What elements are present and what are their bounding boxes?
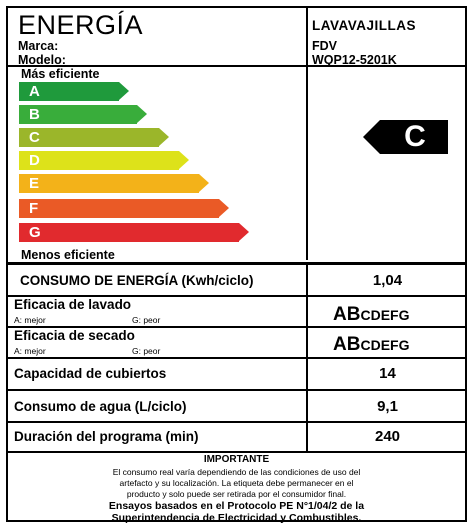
class-bar-a: [19, 82, 119, 101]
program-duration-value: 240: [374, 428, 401, 445]
class-bar-e: [19, 174, 199, 193]
row-separator: [8, 421, 465, 423]
class-bar-g: [19, 223, 239, 242]
notice-line-5: Superintendencia de Electricidad y Combustibles.: [111, 512, 362, 524]
class-letter-e: E: [29, 175, 40, 192]
model-label: Modelo:: [18, 53, 66, 67]
class-letter-c: C: [29, 129, 40, 146]
rating-letter: C: [404, 120, 426, 153]
model-value: WQP12-5201K: [312, 53, 397, 67]
label-title: ENERGÍA: [18, 10, 144, 40]
class-bar-d: [19, 151, 179, 170]
notice-line-3: producto y solo puede ser retirada por el consumidor final.: [126, 489, 347, 499]
washing-scale-b: B: [346, 304, 361, 325]
energy-consumption-value: 1,04: [372, 272, 403, 289]
capacity-label: Capacidad de cubiertos: [14, 366, 167, 381]
brand-value: FDV: [312, 39, 337, 53]
capacity-value: 14: [379, 365, 396, 382]
rating-indicator: [363, 120, 448, 154]
drying-efficiency-label: Eficacia de secado: [14, 328, 135, 343]
class-letter-a: A: [29, 83, 40, 100]
notice-line-1: El consumo real varía dependiendo de las condiciones de uso del: [112, 467, 361, 477]
drying-worst-label: G: peor: [132, 346, 161, 356]
washing-efficiency-label: Eficacia de lavado: [14, 297, 132, 312]
drying-efficiency-value: [333, 334, 409, 356]
row-separator: [8, 389, 465, 391]
class-bar-f: [19, 199, 219, 218]
washing-efficiency-value: [333, 304, 409, 326]
class-letter-d: D: [29, 152, 40, 169]
row-separator: [8, 451, 465, 453]
washing-scale-a: A: [333, 304, 347, 325]
drying-scale-rest: CDEFG: [360, 337, 410, 353]
class-bar-c: [19, 128, 159, 147]
most-efficient-label: Más eficiente: [21, 67, 100, 81]
notice-line-2: artefacto y su localización. La etiqueta debe permanecer en el: [119, 478, 354, 488]
water-consumption-label: Consumo de agua (L/ciclo): [14, 399, 187, 414]
energy-label: [6, 6, 467, 522]
header-divider: [306, 8, 308, 260]
class-letter-g: G: [29, 224, 41, 241]
class-letter-f: F: [29, 200, 39, 217]
class-letter-b: B: [29, 106, 40, 123]
washing-best-label: A: mejor: [14, 315, 46, 325]
washing-worst-label: G: peor: [132, 315, 161, 325]
drying-scale-a: A: [333, 334, 347, 355]
notice-line-4: Ensayos basados en el Protocolo PE N°1/04/2 de la: [108, 500, 365, 512]
energy-consumption-label: CONSUMO DE ENERGÍA (Kwh/ciclo): [20, 273, 254, 288]
program-duration-label: Duración del programa (min): [14, 429, 199, 444]
least-efficient-label: Menos eficiente: [21, 248, 115, 262]
brand-label: Marca:: [18, 39, 59, 53]
scale-separator: [8, 262, 465, 265]
class-bar-b: [19, 105, 137, 124]
drying-scale-b: B: [346, 334, 361, 355]
drying-best-label: A: mejor: [14, 346, 46, 356]
water-consumption-value: 9,1: [377, 398, 398, 415]
row-separator: [8, 357, 465, 359]
product-type: LAVAVAJILLAS: [312, 18, 417, 33]
notice-title: IMPORTANTE: [203, 454, 270, 465]
washing-scale-rest: CDEFG: [360, 307, 410, 323]
